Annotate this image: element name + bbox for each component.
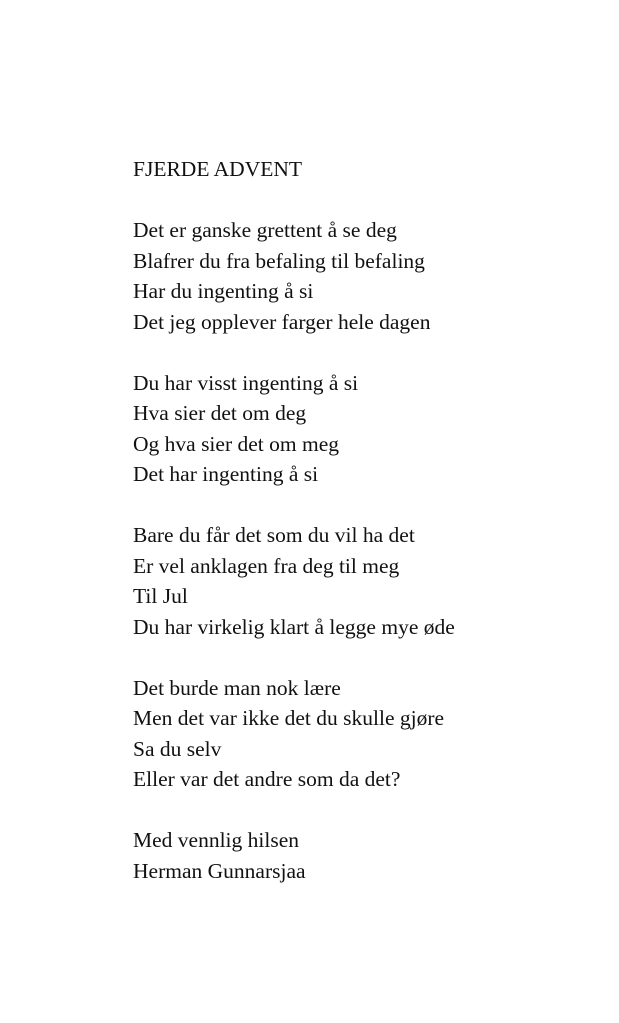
closing bbox=[133, 825, 603, 886]
poem-line: Har du ingenting å si bbox=[133, 279, 314, 303]
poem-line: Det burde man nok lære bbox=[133, 675, 341, 700]
poem-title: FJERDE ADVENT bbox=[133, 157, 303, 181]
author-signature: Herman Gunnarsjaa bbox=[133, 858, 306, 883]
poem-line: Eller var det andre som da det? bbox=[133, 767, 401, 791]
poem-line: Det har ingenting å si bbox=[133, 462, 319, 486]
poem-line: Er vel anklagen fra deg til meg bbox=[133, 553, 400, 578]
poem-line: Men det var ikke det du skulle gjøre bbox=[133, 706, 445, 730]
stanza-2 bbox=[133, 368, 603, 490]
closing-greeting: Med vennlig hilsen bbox=[133, 828, 300, 852]
poem bbox=[133, 154, 603, 886]
poem-line: Til Jul bbox=[133, 584, 188, 608]
poem-line: Blafrer du fra befaling til befaling bbox=[133, 248, 425, 273]
poem-line: Du har virkelig klart å legge mye øde bbox=[133, 614, 455, 639]
poem-line: Sa du selv bbox=[133, 736, 222, 761]
poem-line: Det jeg opplever farger hele dagen bbox=[133, 309, 431, 334]
stanza-1 bbox=[133, 215, 603, 337]
stanza-4 bbox=[133, 673, 603, 795]
poem-line: Og hva sier det om meg bbox=[133, 431, 339, 456]
poem-line: Hva sier det om deg bbox=[133, 401, 307, 425]
poem-line: Bare du får det som du vil ha det bbox=[133, 523, 415, 547]
poem-line: Du har visst ingenting å si bbox=[133, 370, 359, 395]
poem-line: Det er ganske grettent å se deg bbox=[133, 218, 397, 242]
stanza-3 bbox=[133, 520, 603, 642]
